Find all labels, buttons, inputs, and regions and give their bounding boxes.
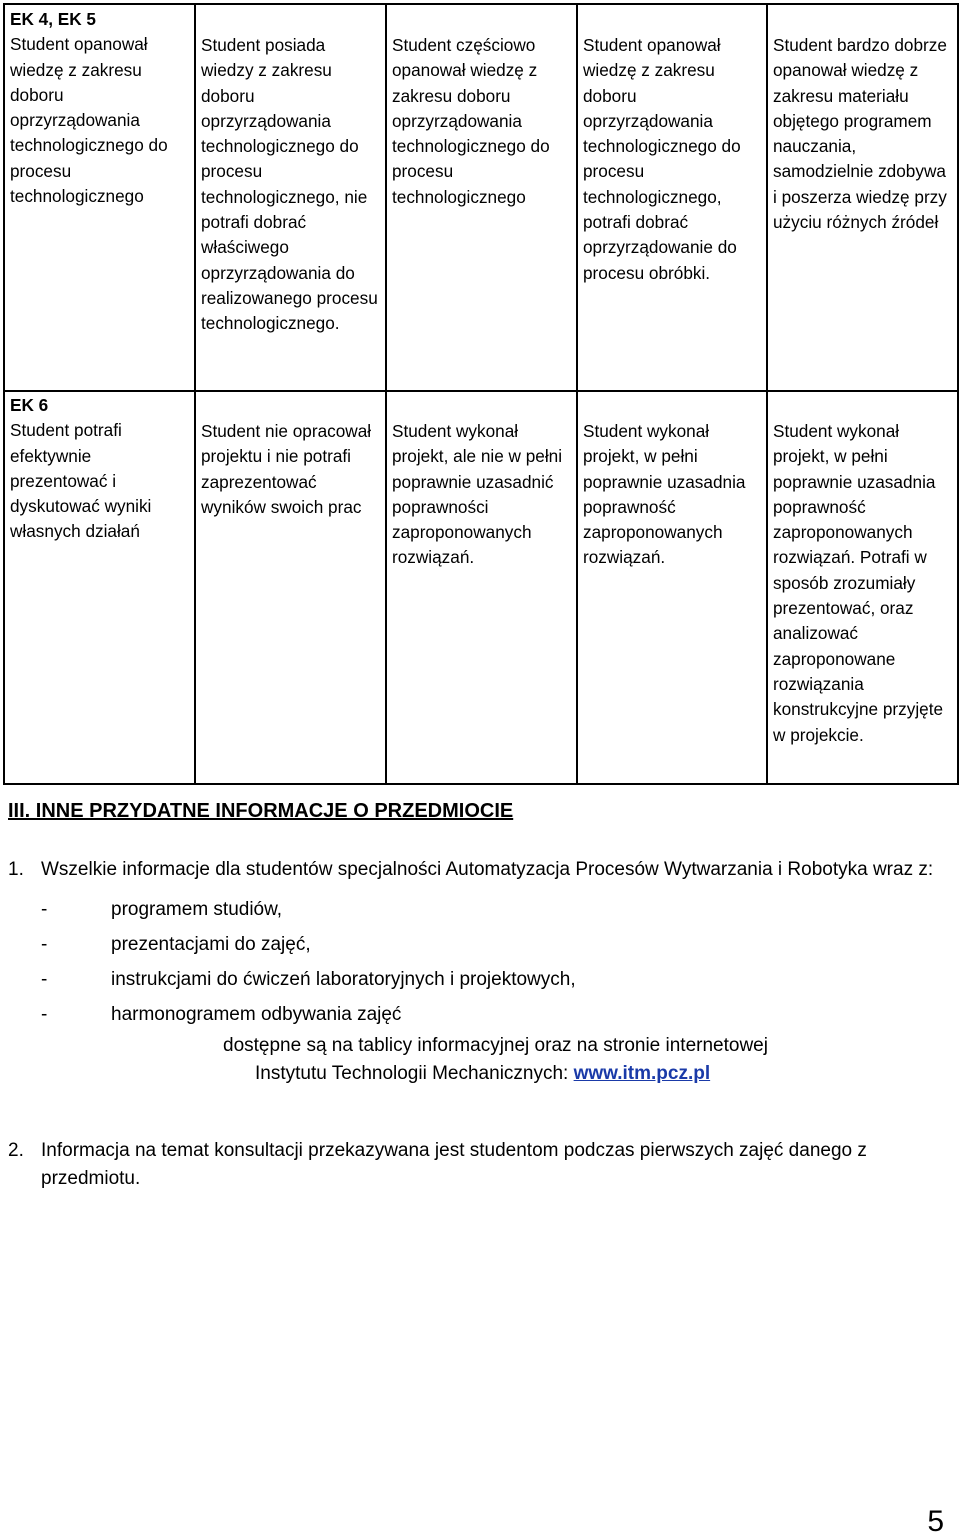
institute-line: Instytutu Technologii Mechanicznych: www.itm.pcz.pl bbox=[255, 1063, 711, 1084]
list-item: - programem studiów, bbox=[41, 899, 283, 920]
grade-5-criteria: Student wykonał projekt, w pełni poprawnie uzasadnia poprawność zaproponowanych rozwiązań. Potrafi w sposób zrozumiały prezentować, oraz analizować zaproponowane rozwiązania konstrukcyjne przyjęte w projekcie. bbox=[767, 391, 958, 784]
availability-text: dostępne są na tablicy informacyjnej oraz na stronie internetowej bbox=[223, 1035, 768, 1056]
item-number: 2. bbox=[8, 1140, 24, 1161]
page-number: 5 bbox=[927, 1505, 944, 1538]
list-item: - instrukcjami do ćwiczeń laboratoryjnych i projektowych, bbox=[41, 969, 576, 990]
list-item: - harmonogramem odbywania zajęć bbox=[41, 1004, 402, 1025]
materials-list bbox=[41, 892, 952, 1032]
grading-criteria-table bbox=[3, 3, 959, 785]
item-number: 1. bbox=[8, 859, 24, 880]
grade-5-criteria: Student bardzo dobrze opanował wiedzę z zakresu materiału objętego programem nauczania, samodzielnie zdobywa i poszerza wiedzę przy użyciu różnych źródeł bbox=[767, 4, 958, 391]
grade-2-criteria: Student nie opracował projektu i nie potrafi zaprezentować wyników swoich prac bbox=[195, 391, 386, 784]
grade-2-criteria: Student posiada wiedzy z zakresu doboru oprzyrządowania technologicznego do procesu technologicznego, nie potrafi dobrać właściwego oprzyrządowania do realizowanego procesu technologicznego. bbox=[195, 4, 386, 391]
info-item-1 bbox=[8, 856, 952, 1088]
institute-website-link[interactable]: www.itm.pcz.pl bbox=[573, 1063, 711, 1084]
item-body: Informacja na temat konsultacji przekazywana jest studentom podczas pierwszych zajęć danego z przedmiotu. bbox=[41, 1140, 867, 1189]
learning-outcome-cell bbox=[4, 391, 195, 784]
learning-outcome-cell bbox=[4, 4, 195, 391]
info-item-2 bbox=[8, 1137, 952, 1193]
outcome-description: Student potrafi efektywnie prezentować i dyskutować wyniki własnych działań bbox=[10, 420, 152, 542]
outcome-description: Student opanował wiedzę z zakresu doboru oprzyrządowania technologicznego do procesu technologicznego bbox=[10, 34, 168, 207]
grade-4-criteria: Student wykonał projekt, w pełni poprawnie uzasadnia poprawność zaproponowanych rozwiązań. bbox=[577, 391, 767, 784]
grade-4-criteria: Student opanował wiedzę z zakresu doboru oprzyrządowania technologicznego do procesu technologicznego, potrafi dobrać oprzyrządowanie do procesu obróbki. bbox=[577, 4, 767, 391]
section-heading: III. INNE PRZYDATNE INFORMACJE O PRZEDMIOCIE bbox=[8, 800, 514, 822]
outcome-code: EK 6 bbox=[10, 395, 49, 415]
item-body bbox=[41, 856, 952, 1088]
grade-3-criteria: Student wykonał projekt, ale nie w pełni poprawnie uzasadnić poprawności zaproponowanych rozwiązań. bbox=[386, 391, 577, 784]
table-row bbox=[4, 391, 958, 784]
table-row bbox=[4, 4, 958, 391]
grade-3-criteria: Student częściowo opanował wiedzę z zakresu doboru oprzyrządowania technologicznego do procesu technologicznego bbox=[386, 4, 577, 391]
item-intro: Wszelkie informacje dla studentów specjalności Automatyzacja Procesów Wytwarzania i Robotyka wraz z: bbox=[41, 859, 934, 880]
list-item: - prezentacjami do zajęć, bbox=[41, 934, 311, 955]
outcome-code: EK 4, EK 5 bbox=[10, 9, 96, 29]
